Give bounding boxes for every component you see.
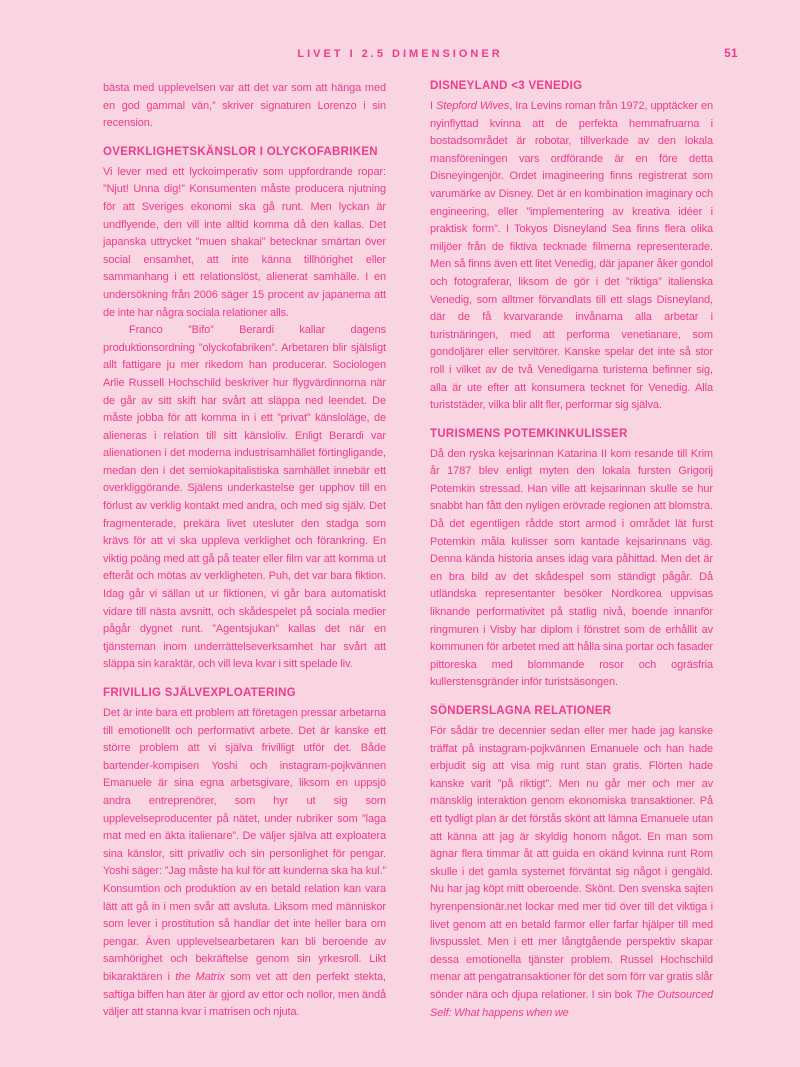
column-left [103,80,386,1022]
paragraph [103,80,386,133]
paragraph [103,705,386,1022]
paragraph [430,723,713,1022]
italic-title-text: Stepford Wives [436,100,510,112]
section-heading: OVERKLIGHETSKÄNSLOR I OLYCKOFABRIKEN [103,145,378,158]
paragraph [430,446,713,692]
column-right [430,80,713,1022]
text-columns [0,80,800,1022]
paragraph [103,322,386,674]
body-text: bästa med upplevelsen var att det var som att hänga med en god gammal vän,” skriver signaturen Lorenzo i sin recension. [103,82,386,130]
page-number: 51 [724,48,738,60]
body-text: Då den ryska kejsarinnan Katarina II kom resande till Krim år 1787 blev enligt myten den lokala fursten Grigorij Potemkin stressad. Han ville att kejsarinnan skulle se hur snabbt han fått den nyligen erövrade regionen att blomstra. Då det egentligen rådde stort armod i området lät furst Potemkin måla kulisser som kantade kejsarinnans väg. Denna kända historia anses idag vara påhittad. Men det är en bra bild av det skådespel som ständigt pågår. Då utländska representanter besöker Nordkorea uppvisas liknande performativitet på statlig nivå, boende innanför ringmuren i Visby har diplom i fönstret som de erhållit av kommunen för arbetet med att hålla sina portar och fasader pittoreska med blommande rosor och ogräsfria kullerstensgränder inför turistsäsongen. [430,447,713,689]
section-heading: FRIVILLIG SJÄLVEXPLOATERING [103,687,296,699]
italic-title-text: The Outsourced Self: What happens when we [430,988,713,1019]
paragraph [430,98,713,415]
body-text: Det är inte bara ett problem att företagen pressar arbetarna till emotionellt och performativt arbete. Det är kanske ett större problem att vi själva frivilligt utför det. Både bartender-kompisen Yoshi och instagram-pojkvännen Emanuele är sina egna arbetsgivare, liksom en uppsjö andra entreprenörer, som hyr ut sig som upplevelseproducenter på nätet, under rubriker som ”laga mat med en äkta italienare”. De väljer själva att exploatera sina känslor, sitt privatliv och sin personlighet för pengar. Yoshi säger: ”Jag måste ha kul för att kunderna ska ha kul.” Konsumtion och produktion av en betald relation kan vara lätt att gå in i men svår att avsluta. Liksom med människor som lever i prostitution så handlar det inte heller bara om pengar. Även upplevelsearbetaren kan bli beroende av samhörighet och bekräftelse genom sin yrkesroll. Likt bikaraktären i [103,707,386,983]
body-text: , Ira Levins roman från 1972, upptäcker en nyinflyttad kvinna att de perfekta hemmafruarna i bostadsområdet är robotar, tillverkade av den lokala mansföreningen vars ordförande är en före detta Disneyingenjör. Ordet imagineering finns registrerat som varumärke av Disney. Det är en kombination imaginary och engineering, eller ”implementering av kreativa idéer i praktisk form”. I Tokyos Disneyland Sea finns flera olika miljöer från de fiktiva tecknade filmerna representerade. Men så finns även ett litet Venedig, där japaner åker gondol och fotograferar, liksom de gör i det ”riktiga” italienska Venedig, som alltmer förvandlats till ett slags Disneyland, där de få kvarvarande invånarna alla arbetar i turistnäringen, med att performa venetianare, som gondoljärer eller servitörer. Kanske spelar det inte så stor roll i vilket av de två Venedigarna turisterna befinner sig, alla är ute efter att konsumera tecknet för Venedig. Alla turiststäder, vilka blir allt fler, performar sig själva. [430,100,713,412]
section-heading: SÖNDERSLAGNA RELATIONER [430,705,612,717]
body-text: I [430,100,437,112]
running-header-title: LIVET I 2.5 DIMENSIONER [297,48,503,60]
body-text: som vet att den perfekt stekta, saftiga biffen han äter är gjord av ettor och nollor, men ändå väljer att stanna kvar i matrisen och njuta. [103,970,386,1019]
body-text: Vi lever med ett lyckoimperativ som uppfordrande ropar: ”Njut! Unna dig!” Konsumenten måste producera njutning för att Sveriges ekonomi ska gå runt. Men lyckan är undflyende, den vill inte alltid komma då den kallas. Det japanska uttrycket ”muen shakai” betecknar smärtan över social ensamhet, att inte känna tillhörighet eller sammanhang i ett relationslöst, alienerat samhälle. I en undersökning från 2006 säger 15 procent av japanerna att de inte har några sociala relationer alls. [103,165,386,319]
body-text: För sådär tre decennier sedan eller mer hade jag kanske träffat på instagram-pojkvännen Emanuele och han hade erbjudit sig att visa mig runt stan gratis. Flörten hade kanske varit ”på riktigt”. Men nu går mer och mer av mänsklig interaktion genom ekonomiska transaktioner. På ett tydligt plan är det förstås skönt att lämna Emanuele utan att känna att jag är skyldig honom något. En man som ägnar flera timmar åt att guida en okänd kvinna runt Rom skulle i det gamla systemet förväntat sig något i gengäld. Nu har jag köpt mitt oberoende. Skönt. Den svenska sajten hyrenpensionär.net lockar med mer tid över till det viktiga i livet genom att en betald farmor eller farfar hjälper till med livspusslet. Men i ett mer långtgående perspektiv skapar dessa emotionella tjänster problem. Russel Hochschild menar att pengatransaktioner för det som förr var gratis slår sönder nära och djupa relationer. I sin bok [430,725,713,1001]
section-heading: TURISMENS POTEMKINKULISSER [430,427,628,440]
italic-title-text: the Matrix [175,970,225,983]
paragraph [103,164,386,322]
body-text: Franco ”Bifo” Berardi kallar dagens produktionsordning ”olyckofabriken”. Arbetaren blir själsligt allt fattigare ju mer rikedom han producerar. Sociologen Arlie Russell Hochschild beskriver hur flygvärdinnorna när de går av sitt skift har svårt att släppa ned leendet. De måste jobba för att komma in i ett ”privat” känsloläge, de alieneras i relation till sitt känsloliv. Enligt Berardi var alienationen i det moderna industrisamhället förtingligande, medan den i det semiokapitalistiska samhället innebär ett overkliggörande. Själens underkastelse ger upphov till en förlust av verklig kontakt med andra, och med sig själv. Det fragmenterade, prekära livet utesluter den stadga som krävs för att vi ska uppleva verklighet och förankring. En viktig poäng med att gå på teater eller film var att komma ut efteråt och mötas av verkligheten. Puh, det var bara fiktion. Idag går vi sällan ut ur fiktionen, vi går bara automatiskt vidare till nästa avsnitt, och skådespelet på sociala medier pågår dygnet runt. ”Agentsjukan” kallas det när en tjänsteman inom underrättelseverksamhet har svårt att släppa sin karaktär, och vill leva kvar i sitt spelade liv. [103,324,386,671]
section-heading: DISNEYLAND <3 VENEDIG [430,80,583,92]
running-header [0,48,800,60]
